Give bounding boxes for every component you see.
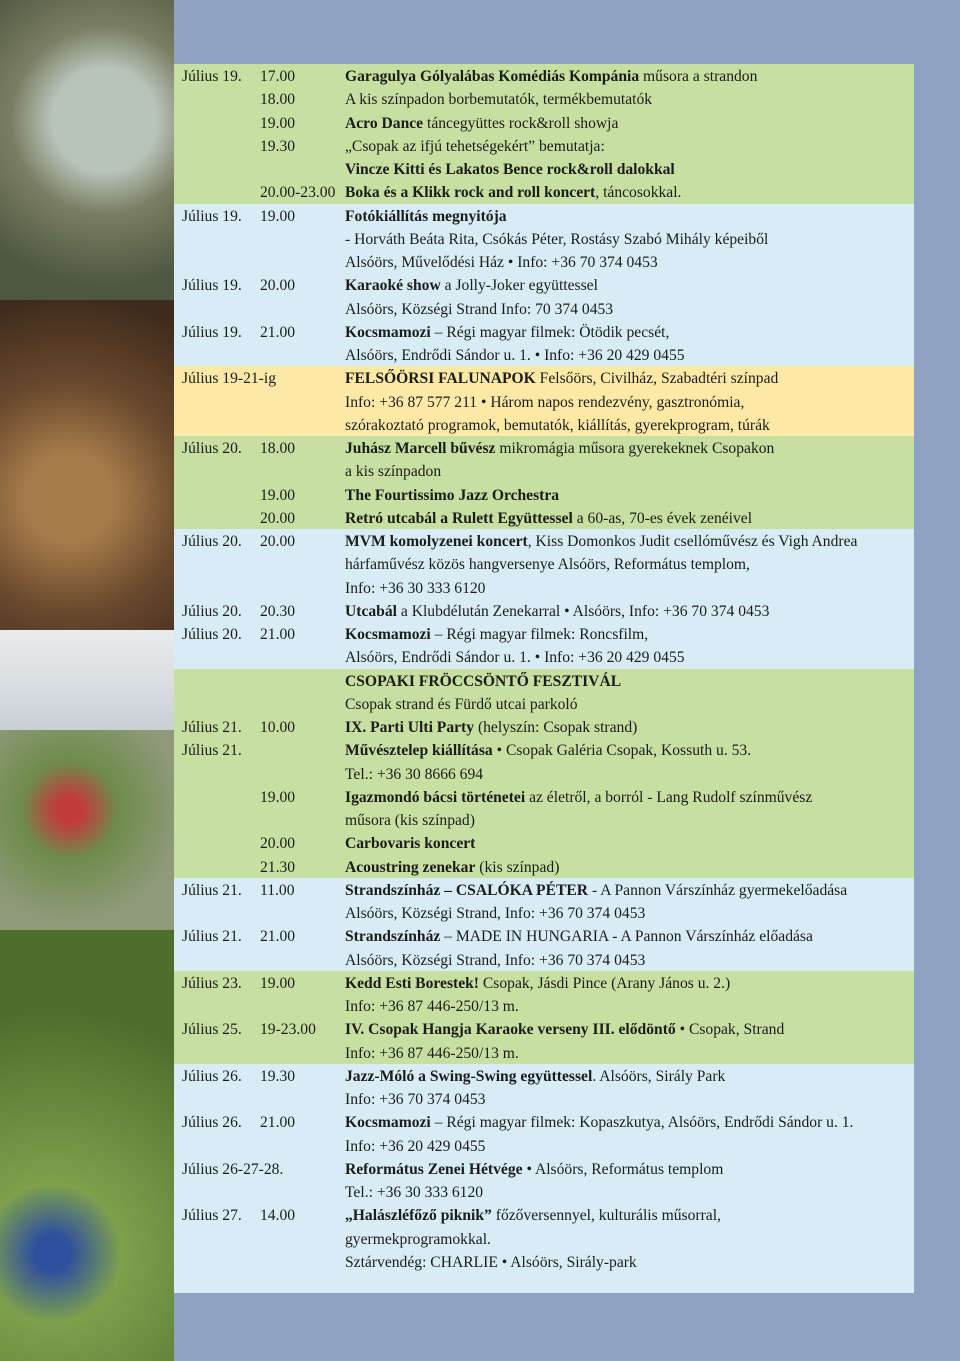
schedule-row — [174, 832, 914, 855]
folk-dancers-photo-icon — [0, 730, 174, 930]
event-description: CSOPAKI FRÖCCSÖNTŐ FESZTIVÁL — [345, 672, 622, 690]
schedule-row — [174, 1158, 914, 1181]
event-date: Július 25. — [182, 1021, 242, 1039]
schedule-row — [174, 274, 914, 297]
schedule-row — [174, 484, 914, 507]
event-time: 20.00-23.00 — [260, 184, 336, 202]
schedule-row — [174, 530, 914, 553]
schedule-row — [174, 251, 914, 274]
schedule-row — [174, 1065, 914, 1088]
event-description: Alsóörs, Községi Strand Info: 70 374 0453 — [345, 300, 614, 318]
schedule-row — [174, 228, 914, 251]
event-date: Július 26. — [182, 1067, 242, 1085]
event-description: A kis színpadon borbemutatók, termékbemutatók — [345, 91, 653, 109]
event-description: Alsóörs, Művelődési Ház • Info: +36 70 374 0453 — [345, 254, 658, 271]
event-description: Info: +36 87 446-250/13 m. — [345, 1044, 519, 1062]
event-date: Július 21. — [182, 928, 242, 946]
event-date: Július 23. — [182, 974, 242, 992]
event-description: Info: +36 30 333 6120 — [345, 579, 486, 597]
event-description: hárfaművész közös hangversenye Alsóörs, Református templom, — [345, 556, 750, 574]
event-date: Július 19. — [182, 207, 242, 225]
event-description: MVM komolyzenei koncert, Kiss Domonkos Judit csellóművész és Vigh Andrea — [345, 533, 858, 550]
event-date: Július 21. — [182, 881, 242, 899]
event-time: 20.00 — [260, 509, 296, 527]
event-description: Tel.: +36 30 8666 694 — [345, 765, 484, 783]
event-date: Július 27. — [182, 1207, 242, 1225]
schedule-row — [174, 321, 914, 344]
event-time: 20.30 — [260, 602, 296, 620]
schedule-row — [174, 1181, 914, 1204]
schedule-row — [174, 646, 914, 669]
schedule-row — [174, 205, 914, 228]
event-time: 19-23.00 — [260, 1021, 316, 1039]
event-time: 19.30 — [260, 1067, 296, 1085]
tools-photo-icon — [0, 300, 174, 630]
event-description: Carbovaris koncert — [345, 835, 476, 853]
event-time: 20.00 — [260, 835, 296, 853]
event-date: Július 26-27-28. — [182, 1160, 284, 1178]
event-description: Karaoké show a Jolly-Joker együttessel — [345, 277, 598, 295]
schedule-row — [174, 693, 914, 716]
event-description: Alsóörs, Endrődi Sándor u. 1. • Info: +36 20 429 0455 — [345, 649, 685, 667]
event-date: Július 26. — [182, 1114, 242, 1132]
schedule-row — [174, 809, 914, 832]
schedule-row — [174, 344, 914, 367]
event-description: Igazmondó bácsi történetei az életről, a borról - Lang Rudolf színművész — [345, 788, 813, 806]
event-time: 19.00 — [260, 486, 296, 504]
event-time: 20.00 — [260, 533, 296, 550]
schedule-row — [174, 995, 914, 1018]
event-date: Július 19. — [182, 68, 242, 85]
event-description: FELSŐÖRSI FALUNAPOK Felsőörs, Civilház, Szabadtéri színpad — [345, 370, 779, 388]
schedule-row — [174, 786, 914, 809]
schedule-row — [174, 1088, 914, 1111]
event-date: Július 20. — [182, 533, 242, 550]
schedule-row — [174, 414, 914, 437]
event-description: Info: +36 87 446-250/13 m. — [345, 998, 519, 1015]
schedule-row — [174, 670, 914, 693]
schedule-row — [174, 1251, 914, 1274]
event-description: Jazz-Móló a Swing-Swing együttessel. Alsóörs, Sirály Park — [345, 1067, 726, 1085]
event-description: Acoustring zenekar (kis színpad) — [345, 858, 560, 876]
event-description: szórakoztató programok, bemutatók, kiállítás, gyerekprogram, túrák — [345, 416, 770, 434]
event-description: Garagulya Gólyalábas Komédiás Kompánia műsora a strandon — [345, 68, 758, 85]
schedule-row — [174, 902, 914, 925]
event-description: Info: +36 70 374 0453 — [345, 1091, 486, 1108]
schedule-row — [174, 65, 914, 88]
event-date: Július 21. — [182, 742, 242, 760]
event-time: 21.00 — [260, 626, 296, 643]
event-description: „Csopak az ifjú tehetségekért” bemutatja: — [345, 137, 605, 155]
event-time: 14.00 — [260, 1207, 296, 1225]
gazebo-photo-icon — [0, 630, 174, 730]
event-description: „Halászléfőző piknik” főzőversennyel, kulturális műsorral, — [345, 1207, 721, 1225]
event-time: 21.30 — [260, 858, 296, 876]
event-description: műsora (kis színpad) — [345, 812, 475, 829]
event-description: Info: +36 87 577 211 • Három napos rendezvény, gasztronómia, — [345, 393, 745, 411]
schedule-row — [174, 158, 914, 181]
schedule-row — [174, 600, 914, 623]
event-description: Kocsmamozi – Régi magyar filmek: Roncsfilm, — [345, 626, 649, 643]
event-time: 19.00 — [260, 207, 296, 225]
schedule-row — [174, 135, 914, 158]
schedule-row — [174, 1018, 914, 1041]
event-date: Július 19-21-ig — [182, 370, 276, 388]
schedule-row — [174, 1042, 914, 1065]
event-time: 11.00 — [260, 881, 295, 899]
quad-bike-photo-icon — [0, 930, 174, 1361]
schedule-row — [174, 949, 914, 972]
schedule-row — [174, 623, 914, 646]
schedule-row — [174, 507, 914, 530]
event-time: 19.00 — [260, 114, 296, 132]
tent-photo-icon — [0, 0, 174, 300]
event-description: Alsóörs, Községi Strand, Info: +36 70 374 0453 — [345, 905, 646, 922]
schedule-row — [174, 553, 914, 576]
event-description: Művésztelep kiállítása • Csopak Galéria Csopak, Kossuth u. 53. — [345, 742, 752, 760]
event-description: Acro Dance táncegyüttes rock&roll showja — [345, 114, 619, 132]
event-time: 18.00 — [260, 440, 296, 457]
event-description: Info: +36 20 429 0455 — [345, 1137, 486, 1155]
event-date: Július 21. — [182, 719, 242, 736]
event-description: Alsóörs, Endrődi Sándor u. 1. • Info: +36 20 429 0455 — [345, 347, 685, 364]
schedule-row — [174, 298, 914, 321]
event-description: Strandszínház – CSALÓKA PÉTER - A Pannon Várszínház gyermekelőadása — [345, 881, 848, 899]
event-description: Strandszínház – MADE IN HUNGARIA - A Pannon Várszínház előadása — [345, 928, 813, 946]
schedule-row — [174, 112, 914, 135]
event-description: Vincze Kitti és Lakatos Bence rock&roll dalokkal — [345, 161, 675, 178]
event-description: IV. Csopak Hangja Karaoke verseny III. elődöntő • Csopak, Strand — [345, 1021, 785, 1039]
event-time: 19.30 — [260, 137, 296, 155]
schedule-row — [174, 763, 914, 786]
event-date: Július 19. — [182, 323, 242, 341]
event-description: Fotókiállítás megnyitója — [345, 207, 507, 225]
event-description: The Fourtissimo Jazz Orchestra — [345, 486, 560, 504]
schedule-row — [174, 1204, 914, 1227]
schedule-row — [174, 88, 914, 111]
event-time: 21.00 — [260, 928, 296, 946]
event-description: gyermekprogramokkal. — [345, 1230, 491, 1248]
schedule-row — [174, 1228, 914, 1251]
event-date: Július 20. — [182, 626, 242, 643]
schedule-row — [174, 856, 914, 879]
schedule-row — [174, 460, 914, 483]
event-time: 10.00 — [260, 719, 296, 736]
event-time: 19.00 — [260, 788, 296, 806]
event-description: Kocsmamozi – Régi magyar filmek: Ötödik pecsét, — [345, 323, 670, 341]
event-description: Retró utcabál a Rulett Együttessel a 60-as, 70-es évek zenéivel — [345, 509, 753, 527]
event-description: Utcabál a Klubdélután Zenekarral • Alsóörs, Info: +36 70 374 0453 — [345, 602, 770, 620]
schedule-row — [174, 367, 914, 390]
event-time: 17.00 — [260, 68, 296, 85]
event-description: Tel.: +36 30 333 6120 — [345, 1184, 484, 1201]
schedule-row — [174, 972, 914, 995]
schedule-row — [174, 181, 914, 204]
events-schedule — [174, 64, 914, 1294]
schedule-row — [174, 437, 914, 460]
event-description: a kis színpadon — [345, 463, 442, 481]
schedule-row — [174, 739, 914, 762]
schedule-row — [174, 391, 914, 414]
event-description: Református Zenei Hétvége • Alsóörs, Református templom — [345, 1160, 724, 1178]
event-description: Kocsmamozi – Régi magyar filmek: Kopaszkutya, Alsóörs, Endrődi Sándor u. 1. — [345, 1114, 854, 1132]
schedule-row — [174, 1111, 914, 1134]
event-description: Alsóörs, Községi Strand, Info: +36 70 374 0453 — [345, 951, 646, 969]
schedule-row — [174, 879, 914, 902]
schedule-row — [174, 925, 914, 948]
event-date: Július 20. — [182, 440, 242, 457]
schedule-row — [174, 1135, 914, 1158]
photo-collage — [0, 0, 174, 1361]
event-description: Kedd Esti Borestek! Csopak, Jásdi Pince (Arany János u. 2.) — [345, 974, 731, 992]
event-time: 21.00 — [260, 323, 296, 341]
event-time: 21.00 — [260, 1114, 296, 1132]
event-date: Július 20. — [182, 602, 242, 620]
event-date: Július 19. — [182, 277, 242, 295]
schedule-row — [174, 716, 914, 739]
event-time: 20.00 — [260, 277, 296, 295]
event-description: Boka és a Klikk rock and roll koncert, táncosokkal. — [345, 184, 682, 202]
event-time: 18.00 — [260, 91, 296, 109]
event-description: IX. Parti Ulti Party (helyszín: Csopak strand) — [345, 719, 638, 736]
event-description: - Horváth Beáta Rita, Csókás Péter, Rostásy Szabó Mihály képeiből — [345, 230, 769, 248]
event-description: Juhász Marcell bűvész mikromágia műsora gyerekeknek Csopakon — [345, 440, 775, 457]
event-time: 19.00 — [260, 974, 296, 992]
event-description: Sztárvendég: CHARLIE • Alsóörs, Sirály-park — [345, 1253, 637, 1271]
schedule-row — [174, 577, 914, 600]
event-description: Csopak strand és Fürdő utcai parkoló — [345, 695, 578, 713]
